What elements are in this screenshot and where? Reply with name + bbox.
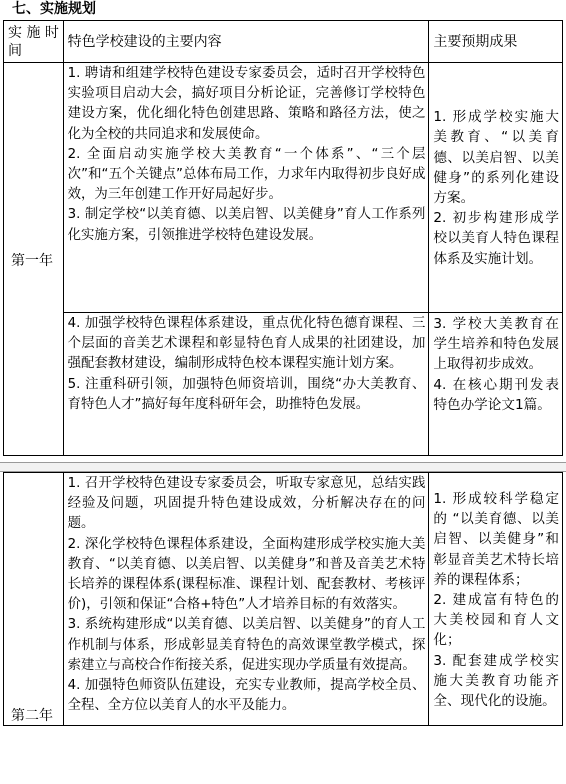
table-row-year2 [4, 473, 563, 726]
content-cell [63, 473, 429, 726]
result-item: 1. 形成学校实施大美教育、“以美育德、以美启智、以美健身”的系列化建设方案。 [433, 109, 559, 206]
results-cell [429, 473, 563, 726]
period-year2: 第二年 [4, 473, 64, 726]
result-item: 2. 建成富有特色的大美校园和育人文化； [433, 592, 559, 649]
result-item: 2. 初步构建形成学校以美育人特色课程体系及实施计划。 [433, 210, 559, 267]
content-item: 2. 深化学校特色课程体系建设，全面构建形成学校实施大美教育、“以美育德、以美启智、以美健身”和普及音美艺术特长培养的课程体系(课程标准、课程计划、配套教材、考核评价)，引领和保证“合格+特色”人才培养目标的有效落实。 [67, 536, 426, 613]
header-content: 特色学校建设的主要内容 [63, 21, 429, 63]
content-item: 2. 全面启动实施学校大美教育“一个体系”、“三个层次”和“五个关键点”总体布局工作，力求年内取得初步良好成效，为三年创建工作开好局起好步。 [67, 146, 426, 203]
content-item: 1. 聘请和组建学校特色建设专家委员会，适时召开学校特色实验项目启动大会，搞好项目分析论证，完善修订学校特色建设方案，优化细化特色创建思路、策略和路径方法，使之化为全校的共同追求和发展使命。 [67, 66, 426, 142]
content-item: 4. 加强特色师资队伍建设，充实专业教师，提高学校全员、全程、全方位以美育人的水平及能力。 [67, 678, 426, 714]
plan-table-part1 [3, 20, 563, 456]
section-title: 七、实施规划 [12, 1, 96, 17]
content-item: 4. 加强学校特色课程体系建设，重点优化特色德育课程、三个层面的音美艺术课程和彰显特色育人成果的社团建设，加强配套教材建设，编制形成特色校本课程实施计划方案。 [67, 316, 426, 372]
table-row-year1-b [4, 313, 563, 456]
results-cell [429, 63, 563, 313]
page-break-divider [0, 462, 566, 472]
content-item: 5. 注重科研引领，加强特色师资培训，围绕“办大美教育、育特色人才”搞好每年度科研年会，助推特色发展。 [67, 376, 426, 412]
table-header-row [4, 21, 563, 63]
content-item: 3. 制定学校“以美育德、以美启智、以美健身”育人工作系列化实施方案，引领推进学校特色建设发展。 [67, 207, 426, 243]
header-period: 实 施 时 间 [4, 21, 64, 63]
content-cell [63, 63, 429, 313]
table-row-year1-a [4, 63, 563, 313]
results-cell [429, 313, 563, 456]
result-item: 4. 在核心期刊发表特色办学论文1篇。 [433, 376, 559, 413]
result-item: 1. 形成较科学稳定的 “以美育德、以美启智、以美健身”和彰显音美艺术特长培养的课程体系； [433, 491, 559, 588]
period-year1: 第一年 [4, 63, 64, 456]
plan-table-part2 [3, 472, 563, 726]
result-item: 3. 学校大美教育在学生培养和特色发展上取得初步成效。 [433, 316, 559, 373]
content-cell [63, 313, 429, 456]
content-item: 3. 系统构建形成“以美育德、以美启智、以美健身”的育人工作机制与体系，形成彰显美育特色的高效课堂教学模式，探索建立与高校合作衔接关系，促进实现办学质量有效提高。 [67, 617, 426, 673]
content-item: 1. 召开学校特色建设专家委员会，听取专家意见，总结实践经验及问题，巩固提升特色建设成效，分析解决存在的问题。 [67, 476, 426, 532]
header-results: 主要预期成果 [429, 21, 563, 63]
result-item: 3. 配套建成学校实施大美教育功能齐全、现代化的设施。 [433, 652, 559, 710]
